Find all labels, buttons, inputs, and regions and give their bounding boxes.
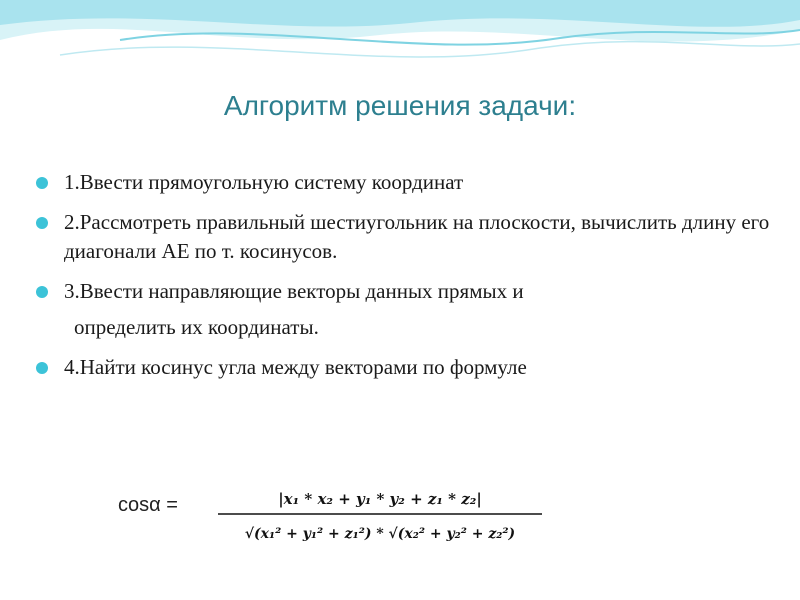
step-text: 1.Ввести прямоугольную систему координат: [64, 170, 464, 194]
step-text: 3.Ввести направляющие векторы данных прямых и: [64, 279, 524, 303]
formula-denominator: √(x₁² + y₁² + z₁²) * √(x₂² + y₂² + z₂²): [244, 526, 516, 542]
bullet-icon: [36, 217, 48, 229]
bullet-icon: [36, 286, 48, 298]
formula-label: cosα =: [118, 494, 178, 516]
step-text: 2.Рассмотреть правильный шестиугольник на плоскости, вычислить длину его диагонали АЕ по т. косинусов.: [64, 210, 770, 263]
bullet-icon: [36, 177, 48, 189]
steps-list: [36, 168, 776, 393]
cosine-formula: [214, 480, 546, 552]
step-text: 4.Найти косинус угла между векторами по формуле: [64, 355, 527, 379]
step-item-3-continuation: [36, 313, 776, 342]
bullet-icon: [36, 362, 48, 374]
step-item-3: [36, 277, 776, 306]
step-text: определить их координаты.: [74, 315, 319, 339]
formula-numerator: |x₁ * x₂ + y₁ * y₂ + z₁ * z₂|: [278, 490, 482, 508]
slide-title: Алгоритм решения задачи:: [223, 90, 577, 121]
step-item-4: [36, 353, 776, 382]
step-item-1: [36, 168, 776, 197]
step-item-2: [36, 208, 776, 266]
